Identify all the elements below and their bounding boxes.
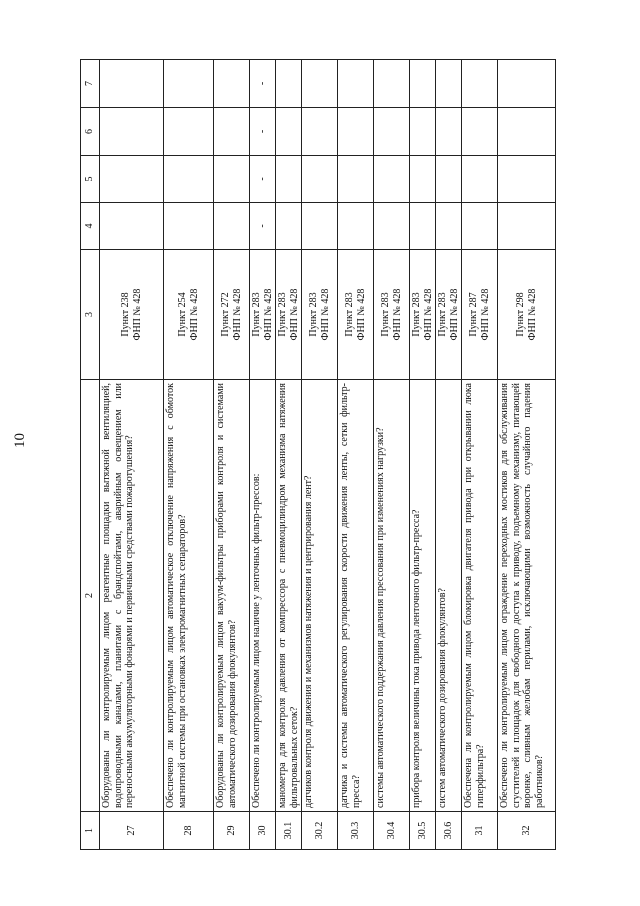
answer-na-cell: - <box>250 108 276 156</box>
row-number: 30.5 <box>410 812 436 850</box>
answer-na-cell <box>410 108 436 156</box>
answer-na-cell <box>498 108 556 156</box>
answer-na-cell <box>100 108 164 156</box>
legal-reference: Пункт 283 ФНП № 428 <box>302 250 338 380</box>
header-cell: 2 <box>81 380 100 812</box>
answer-no-cell <box>462 156 498 203</box>
note-cell <box>338 60 374 108</box>
legal-reference: Пункт 283 ФНП № 428 <box>250 250 276 380</box>
answer-yes-cell <box>436 203 462 250</box>
answer-no-cell <box>164 156 214 203</box>
header-cell: 3 <box>81 250 100 380</box>
answer-na-cell <box>338 108 374 156</box>
answer-na-cell <box>214 108 250 156</box>
note-cell <box>462 60 498 108</box>
table-row <box>250 60 276 850</box>
legal-reference: Пункт 254 ФНП № 428 <box>164 250 214 380</box>
table-row <box>410 60 436 850</box>
note-cell: - <box>250 60 276 108</box>
legal-reference: Пункт 238 ФНП № 428 <box>100 250 164 380</box>
note-cell <box>214 60 250 108</box>
row-number: 30 <box>250 812 276 850</box>
answer-no-cell <box>374 156 410 203</box>
answer-yes-cell <box>214 203 250 250</box>
checklist-table <box>80 59 556 850</box>
note-cell <box>436 60 462 108</box>
table-row <box>100 60 164 850</box>
row-number: 27 <box>100 812 164 850</box>
note-cell <box>374 60 410 108</box>
question-text: манометра для контроля давления от компрессора с пневмоцилиндром механизма натяжения фильтровальных сеток? <box>276 380 302 812</box>
row-number: 30.4 <box>374 812 410 850</box>
question-text: датчика и системы автоматического регулирования скорости движения ленты, сетки фильтр-пресса? <box>338 380 374 812</box>
table-body <box>100 60 556 850</box>
table-row <box>498 60 556 850</box>
answer-yes-cell <box>164 203 214 250</box>
answer-no-cell <box>100 156 164 203</box>
answer-no-cell: - <box>250 156 276 203</box>
row-number: 29 <box>214 812 250 850</box>
note-cell <box>498 60 556 108</box>
answer-na-cell <box>302 108 338 156</box>
answer-yes-cell <box>276 203 302 250</box>
legal-reference: Пункт 298 ФНП № 428 <box>498 250 556 380</box>
rotated-page <box>80 60 630 850</box>
answer-yes-cell <box>462 203 498 250</box>
question-text: прибора контроля величины тока привода ленточного фильтр-пресса? <box>410 380 436 812</box>
table-row <box>338 60 374 850</box>
row-number: 30.2 <box>302 812 338 850</box>
legal-reference: Пункт 283 ФНП № 428 <box>410 250 436 380</box>
table-row <box>462 60 498 850</box>
legal-reference: Пункт 283 ФНП № 428 <box>338 250 374 380</box>
row-number: 32 <box>498 812 556 850</box>
row-number: 31 <box>462 812 498 850</box>
answer-no-cell <box>436 156 462 203</box>
row-number: 30.6 <box>436 812 462 850</box>
answer-na-cell <box>374 108 410 156</box>
answer-no-cell <box>338 156 374 203</box>
table-row <box>374 60 410 850</box>
note-cell <box>302 60 338 108</box>
legal-reference: Пункт 283 ФНП № 428 <box>374 250 410 380</box>
question-text: Обеспечено ли контролируемым лицом автоматическое отключение напряжения с обмоток магнитной системы при остановках электромагнитных сепараторов? <box>164 380 214 812</box>
note-cell <box>100 60 164 108</box>
row-number: 28 <box>164 812 214 850</box>
answer-na-cell <box>462 108 498 156</box>
question-text: систем автоматического дозирования флокулянтов? <box>436 380 462 812</box>
legal-reference: Пункт 283 ФНП № 428 <box>436 250 462 380</box>
note-cell <box>164 60 214 108</box>
header-cell: 6 <box>81 108 100 156</box>
question-text: Обеспечено ли контролируемым лицом ограждение переходных мостиков для обслуживания сгустителей и площадок для свободного доступа к приводу, подъемному механизму, питающей воронке, сливным желобам перилами, исключающими возможность случайного падения работников? <box>498 380 556 812</box>
answer-no-cell <box>214 156 250 203</box>
question-text: Обеспечена ли контролируемым лицом блокировка двигателя привода при открывании люка гиперфильтра? <box>462 380 498 812</box>
question-text: Обеспечено ли контролируемым лицом наличие у ленточных фильтр-прессов: <box>250 380 276 812</box>
legal-reference: Пункт 287 ФНП № 428 <box>462 250 498 380</box>
table-row <box>302 60 338 850</box>
page-number: 10 <box>12 433 28 448</box>
answer-yes-cell <box>100 203 164 250</box>
answer-no-cell <box>302 156 338 203</box>
answer-yes-cell: - <box>250 203 276 250</box>
header-cell: 4 <box>81 203 100 250</box>
header-cell: 5 <box>81 156 100 203</box>
question-text: Оборудованы ли контролируемым лицом вакуум-фильтры приборами контроля и системами автоматического дозирования флокулянтов? <box>214 380 250 812</box>
answer-yes-cell <box>498 203 556 250</box>
table-row <box>164 60 214 850</box>
table-row <box>276 60 302 850</box>
answer-yes-cell <box>338 203 374 250</box>
answer-na-cell <box>436 108 462 156</box>
answer-no-cell <box>498 156 556 203</box>
answer-yes-cell <box>302 203 338 250</box>
table-row <box>436 60 462 850</box>
header-cell: 1 <box>81 812 100 850</box>
table-row <box>214 60 250 850</box>
legal-reference: Пункт 283 ФНП № 428 <box>276 250 302 380</box>
row-number: 30.1 <box>276 812 302 850</box>
answer-na-cell <box>276 108 302 156</box>
header-row <box>81 60 100 850</box>
legal-reference: Пункт 272 ФНП № 428 <box>214 250 250 380</box>
question-text: датчиков контроля движения и механизмов натяжения и центрирования лент? <box>302 380 338 812</box>
answer-yes-cell <box>374 203 410 250</box>
question-text: Оборудованы ли контролируемым лицом реагентные площадки вытяжной вентиляцией, водопроводными каналами, планитами с брандспойтами, аварийным освещением или переносными аккумуляторными фонарями и первичными средствами пожаротушения? <box>100 380 164 812</box>
note-cell <box>276 60 302 108</box>
answer-no-cell <box>410 156 436 203</box>
question-text: системы автоматического поддержания давления прессования при изменениях нагрузки? <box>374 380 410 812</box>
row-number: 30.3 <box>338 812 374 850</box>
answer-na-cell <box>164 108 214 156</box>
answer-no-cell <box>276 156 302 203</box>
note-cell <box>410 60 436 108</box>
answer-yes-cell <box>410 203 436 250</box>
header-cell: 7 <box>81 60 100 108</box>
